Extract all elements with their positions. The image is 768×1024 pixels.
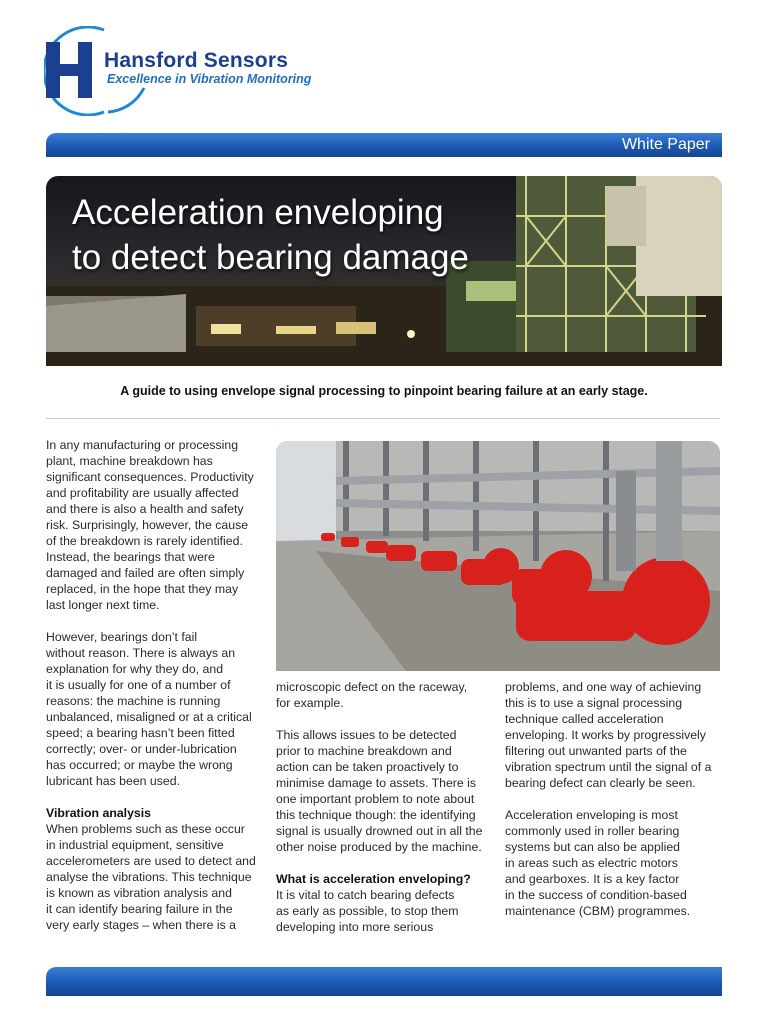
text-line: enveloping. It works by progressively <box>505 728 706 742</box>
text-line: bearing defect can clearly be seen. <box>505 776 696 790</box>
text-line: action can be taken proactively to <box>276 760 459 774</box>
paragraph-2 <box>46 629 266 789</box>
text-line: plant, machine breakdown has <box>46 454 213 468</box>
pump-room-photo <box>276 441 720 671</box>
divider <box>46 418 720 419</box>
text-line: it can identify bearing failure in the <box>46 902 233 916</box>
text-line: signal is usually drowned out in all the <box>276 824 483 838</box>
text-line: significant consequences. Productivity <box>46 470 254 484</box>
hero-image <box>46 176 722 366</box>
text-line: lubricant has been used. <box>46 774 180 788</box>
text-line: and gearboxes. It is a key factor <box>505 872 680 886</box>
section-heading-vibration-analysis: Vibration analysis <box>46 806 152 820</box>
text-line: in industrial equipment, sensitive <box>46 838 224 852</box>
document-type-label: White Paper <box>621 136 710 153</box>
text-line: problems, and one way of achieving <box>505 680 702 694</box>
text-line: explanation for why they do, and <box>46 662 224 676</box>
text-line: has occurred; or maybe the wrong <box>46 758 233 772</box>
text-line: this is to use a signal processing <box>505 696 683 710</box>
header-band <box>46 133 722 157</box>
text-line: and there is also a health and safety <box>46 502 244 516</box>
text-line: However, bearings don’t fail <box>46 630 198 644</box>
paragraph-1 <box>276 679 491 711</box>
text-line: risk. Surprisingly, however, the cause <box>46 518 249 532</box>
text-line: and profitability are usually affected <box>46 486 239 500</box>
text-line: filtering out unwanted parts of the <box>505 744 687 758</box>
text-line: it is usually for one of a number of <box>46 678 231 692</box>
brand-name: Hansford Sensors <box>104 49 289 72</box>
red-pumps-illustration <box>276 441 720 671</box>
text-line: in the success of condition-based <box>505 888 687 902</box>
text-line: microscopic defect on the raceway, <box>276 680 468 694</box>
text-line: commonly used in roller bearing <box>505 824 680 838</box>
text-line: as early as possible, to stop them <box>276 904 459 918</box>
text-line: this technique though: the identifying <box>276 808 476 822</box>
section-heading-acceleration-enveloping: What is acceleration enveloping? <box>276 872 471 886</box>
text-line: damaged and failed are often simply <box>46 566 245 580</box>
text-line: in areas such as electric motors <box>505 856 678 870</box>
text-line: In any manufacturing or processing <box>46 438 239 452</box>
text-line: analyse the vibrations. This technique <box>46 870 252 884</box>
text-line: correctly; over- or under-lubrication <box>46 742 237 756</box>
brand-tagline: Excellence in Vibration Monitoring <box>107 72 312 86</box>
text-line: technique called acceleration <box>505 712 664 726</box>
text-line: reasons: the machine is running <box>46 694 221 708</box>
text-line: This allows issues to be detected <box>276 728 457 742</box>
text-line: last longer next time. <box>46 598 160 612</box>
text-line: one important problem to note about <box>276 792 475 806</box>
text-line: other noise produced by the machine. <box>276 840 482 854</box>
text-line: prior to machine breakdown and <box>276 744 452 758</box>
text-line: When problems such as these occur <box>46 822 245 836</box>
text-line: vibration spectrum until the signal of a <box>505 760 712 774</box>
hero-title-line-1: Acceleration enveloping <box>72 193 444 232</box>
subtitle: A guide to using envelope signal processing to pinpoint bearing failure at an early stage. <box>120 384 648 398</box>
paragraph-1 <box>46 437 266 613</box>
text-line: very early stages – when there is a <box>46 918 237 932</box>
paragraph-2 <box>276 727 491 855</box>
text-line: unbalanced, misaligned or at a critical <box>46 710 252 724</box>
text-line: replaced, in the hope that they may <box>46 582 239 596</box>
footer-band <box>46 967 722 996</box>
text-line: of the breakdown is rarely identified. <box>46 534 243 548</box>
text-line: speed; a bearing hasn’t been fitted <box>46 726 235 740</box>
text-line: It is vital to catch bearing defects <box>276 888 455 902</box>
paragraph-2 <box>505 807 720 919</box>
text-line: accelerometers are used to detect and <box>46 854 256 868</box>
text-line: minimise damage to assets. There is <box>276 776 477 790</box>
column-2 <box>276 679 491 935</box>
text-line: Acceleration enveloping is most <box>505 808 678 822</box>
column-1 <box>46 437 266 933</box>
hero-title-line-2: to detect bearing damage <box>72 238 469 277</box>
text-line: developing into more serious <box>276 920 434 934</box>
hero-title <box>72 190 469 280</box>
text-line: Instead, the bearings that were <box>46 550 215 564</box>
paragraph-3 <box>276 887 491 935</box>
paragraph-1 <box>505 679 720 791</box>
paragraph-3 <box>46 821 266 933</box>
text-line: systems but can also be applied <box>505 840 680 854</box>
text-line: is known as vibration analysis and <box>46 886 232 900</box>
column-3 <box>505 679 720 919</box>
text-line: for example. <box>276 696 344 710</box>
text-line: without reason. There is always an <box>46 646 236 660</box>
text-line: maintenance (CBM) programmes. <box>505 904 691 918</box>
